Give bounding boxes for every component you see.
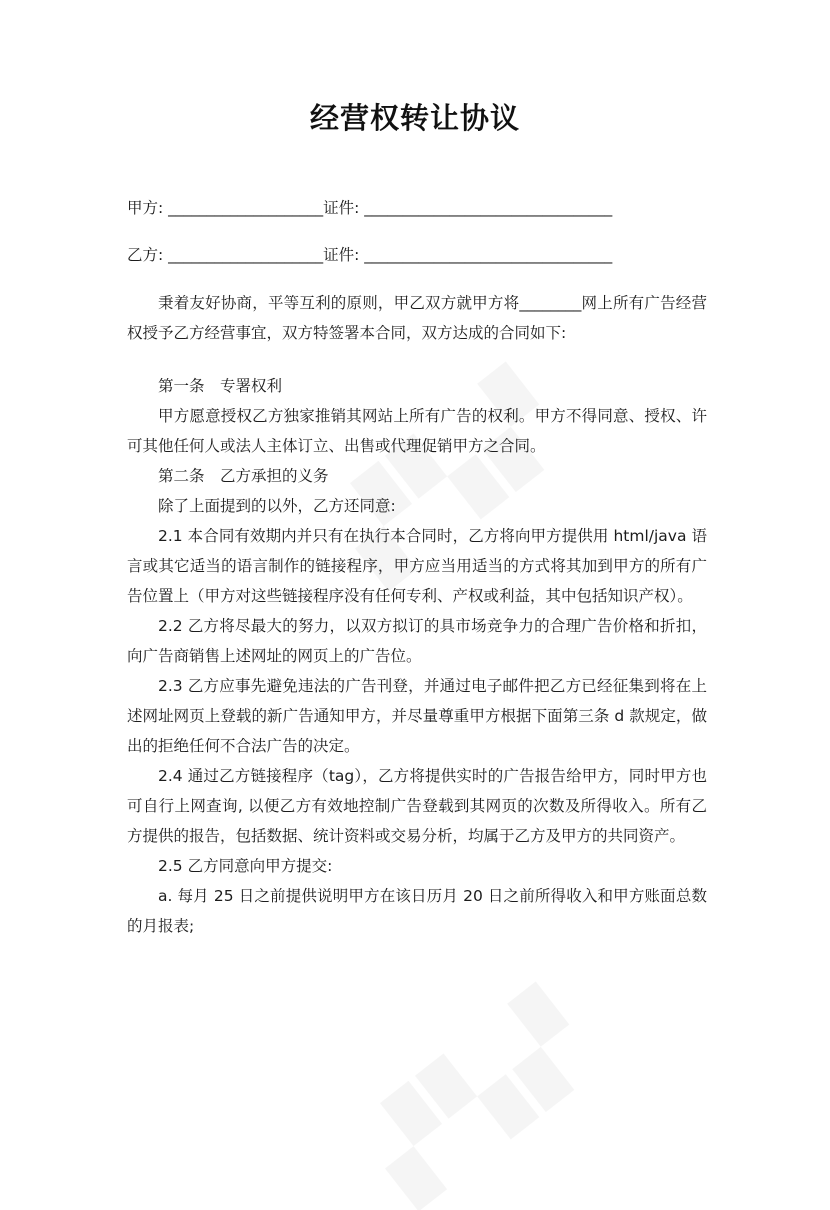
clause-2-2: 2.2 乙方将尽最大的努力，以双方拟订的具市场竞争力的合理广告价格和折扣，向广告商销售上述网址的网页上的广告位。 [127,617,707,665]
clause-2-4: 2.4 通过乙方链接程序（tag），乙方将提供实时的广告报告给甲方，同时甲方也可自行上网查询, 以便乙方有效地控制广告登载到其网页的次数及所得收入。所有乙方提供的报告，包括数据、统计资料或交易分析，均属于乙方及甲方的共同资产。 [127,767,707,845]
party-a-line: 甲方: ____________________证件: ________________________________ [127,199,613,217]
watermark [353,977,610,1210]
clause-2-5: 2.5 乙方同意向甲方提交: [158,857,333,875]
document-body [127,288,707,941]
preamble-paragraph: 秉着友好协商，平等互利的原则，甲乙双方就甲方将________网上所有广告经营权授予乙方经营事宜，双方特签署本合同，双方达成的合同如下: [127,294,707,342]
article-2-heading: 第二条 乙方承担的义务 [158,467,329,485]
article-1-body: 甲方愿意授权乙方独家推销其网站上所有广告的权利。甲方不得同意、授权、许可其他任何人或法人主体订立、出售或代理促销甲方之合同。 [127,407,707,455]
article-1-heading: 第一条 专署权利 [158,377,283,395]
clause-2-5-a: a. 每月 25 日之前提供说明甲方在该日历月 20 日之前所得收入和甲方账面总数的月报表; [127,887,707,935]
clause-2-1: 2.1 本合同有效期内并只有在执行本合同时，乙方将向甲方提供用 html/java 语言或其它适当的语言制作的链接程序，甲方应当用适当的方式将其加到甲方的所有广告位置上（甲方对这些链接程序没有任何专利、产权或利益，其中包括知识产权）。 [127,527,707,605]
document-title: 经营权转让协议 [309,101,520,135]
article-2-intro: 除了上面提到的以外，乙方还同意: [158,497,396,515]
clause-2-3: 2.3 乙方应事先避免违法的广告刊登，并通过电子邮件把乙方已经征集到将在上述网址网页上登载的新广告通知甲方，并尽量尊重甲方根据下面第三条 d 款规定，做出的拒绝任何不合法广告的决定。 [127,677,707,755]
party-b-line: 乙方: ____________________证件: ________________________________ [127,246,613,264]
